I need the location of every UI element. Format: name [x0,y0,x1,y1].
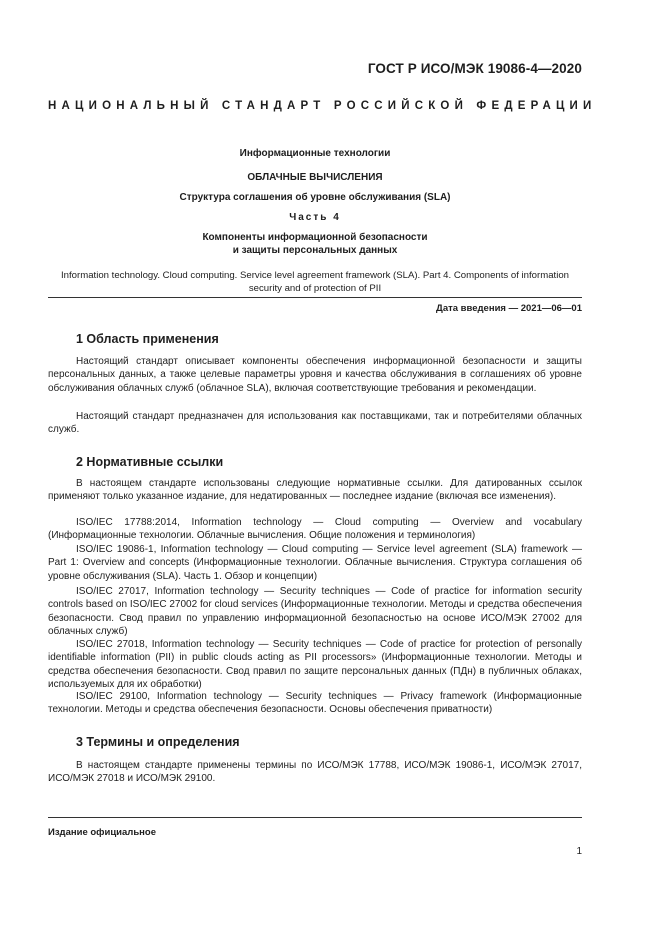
introduction-date: Дата введения — 2021—06—01 [436,303,582,314]
section-2-paragraph-1: В настоящем стандарте использованы следующие нормативные ссылки. Для датированных ссылок применяют только указанное издание, для недатированных — последнее издание (включая все изменения). [48,478,582,503]
reference-iso-17788: ISO/IEC 17788:2014, Information technology — Cloud computing — Overview and vocabulary (Информационные технологии. Облачные вычисления. Общие положения и терминология) [48,517,582,542]
section-1-paragraph-1: Настоящий стандарт описывает компоненты обеспечения информационной безопасности и защиты персональных данных, а также целевые параметры уровня и качества обслуживания в соглашениях об уровне обслуживания облачных служб (облачное SLA), включая соответствующие требования и рекомендации. [48,356,582,394]
subtitle-line-2: и защиты персональных данных [232,245,398,256]
reference-iso-29100: ISO/IEC 29100, Information technology — Security techniques — Privacy framework (Информационные технологии. Методы и средства обеспечения безопасности. Основы обеспечения приватности) [48,691,582,716]
english-title: Information technology. Cloud computing. Service level agreement framework (SLA). Part 4. Components of information security and of protection of PII [61,270,569,294]
section-1-heading: 1 Область применения [76,332,219,346]
national-standard-title: НАЦИОНАЛЬНЫЙ СТАНДАРТ РОССИЙСКОЙ ФЕДЕРАЦИИ [48,100,597,112]
reference-iso-19086-1: ISO/IEC 19086-1, Information technology — Cloud computing — Service level agreement (SLA) framework — Part 1: Overview and concepts (Информационные технологии. Облачные вычисления. Структура соглашения об уровне обслуживания (SLA). Часть 1. Обзор и концепции) [48,544,582,582]
part-label: Часть 4 [289,212,341,223]
section-2-heading: 2 Нормативные ссылки [76,455,224,469]
reference-iso-27018: ISO/IEC 27018, Information technology — Security techniques — Code of practice for protection of personally identifiable information (PII) in public clouds acting as PII processors» (Информационные технологии. Методы и средства обеспечения безопасности. Свод правил по защите персональных данных (ПДн) в публичных облаках, используемых для их обработки) [48,639,582,690]
page-number: 1 [576,846,582,857]
section-3-heading: 3 Термины и определения [76,735,240,749]
official-edition-label: Издание официальное [48,827,156,838]
subtitle-line-1: Компоненты информационной безопасности [202,232,428,243]
title-line-1: Информационные технологии [239,148,391,159]
standard-number: ГОСТ Р ИСО/МЭК 19086-4—2020 [367,61,582,76]
title-line-2: ОБЛАЧНЫЕ ВЫЧИСЛЕНИЯ [247,172,383,183]
title-divider [48,297,582,298]
footer-divider [48,817,582,818]
section-1-paragraph-2: Настоящий стандарт предназначен для использования как поставщиками, так и потребителями облачных служб. [48,411,582,436]
title-line-3: Структура соглашения об уровне обслуживания (SLA) [179,192,451,203]
section-3-paragraph-1: В настоящем стандарте применены термины по ИСО/МЭК 17788, ИСО/МЭК 19086-1, ИСО/МЭК 27017, ИСО/МЭК 27018 и ИСО/МЭК 29100. [48,760,582,785]
reference-iso-27017: ISO/IEC 27017, Information technology — Security techniques — Code of practice for information security controls based on ISO/IEC 27002 for cloud services (Информационные технологии. Методы и средства обеспечения безопасности. Свод правил по управлению информационной безопасностью на основе ИСО/МЭК 27002 для облачных служб) [48,586,582,637]
